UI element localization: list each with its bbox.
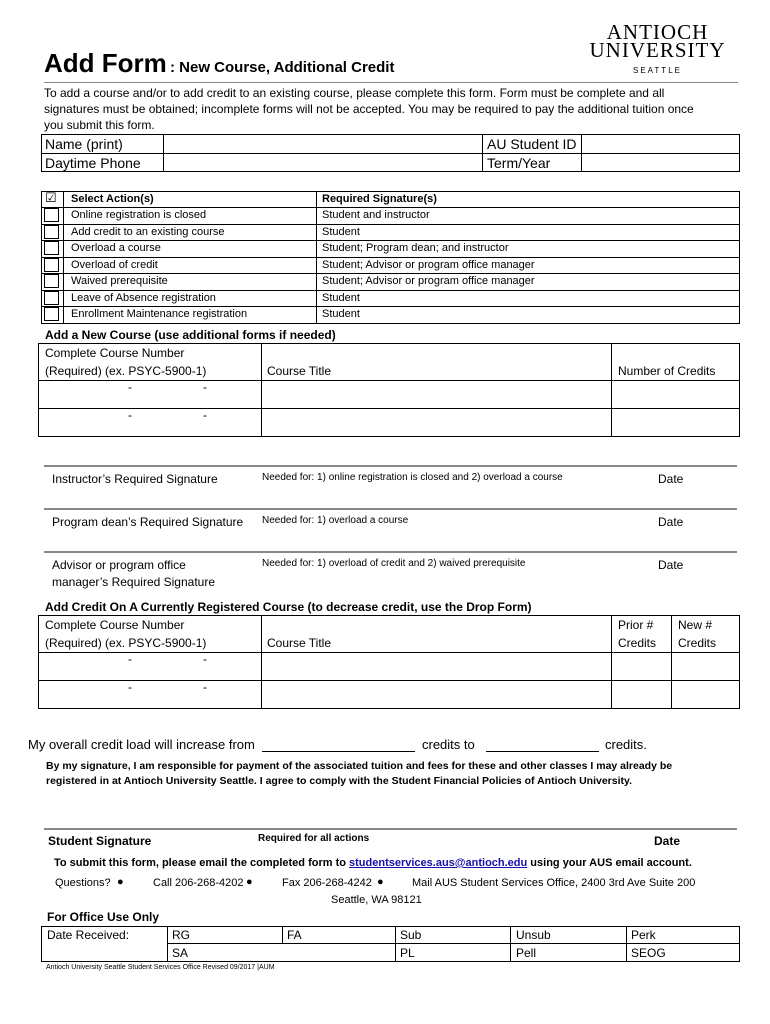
office-perk: Perk [631, 928, 656, 942]
submit-instructions [54, 857, 692, 869]
form-title: Add Form [44, 48, 167, 78]
email-link[interactable]: studentservices.aus@antioch.edu [349, 857, 528, 869]
bullet-icon: ● [377, 876, 384, 888]
action-label: Enrollment Maintenance registration [71, 308, 248, 320]
date-received-label: Date Received: [47, 928, 130, 942]
action-signature: Student and instructor [322, 209, 430, 221]
new-course-credits-input[interactable] [613, 382, 739, 407]
student-date-label: Date [654, 834, 681, 848]
dash: - [128, 652, 132, 666]
credit-course-number-input[interactable] [40, 654, 260, 679]
term-year-field[interactable] [583, 155, 739, 171]
instructor-signature-label: Instructor’s Required Signature [52, 472, 218, 486]
credit-load-text-3: credits. [605, 737, 647, 752]
student-signature-label: Student Signature [48, 834, 152, 848]
credit-course-number-header-1: Complete Course Number [45, 618, 185, 632]
instructor-signature-field[interactable] [244, 468, 644, 504]
action-label: Leave of Absence registration [71, 292, 216, 304]
bullet-icon: ● [117, 876, 124, 888]
bullet-icon: ● [246, 876, 253, 888]
new-credits-header-2: Credits [678, 636, 717, 650]
office-pl: PL [400, 946, 415, 960]
credit-course-title-input[interactable] [263, 682, 610, 708]
credit-course-title-header: Course Title [267, 636, 332, 650]
submit-suffix: using your AUS email account. [527, 857, 692, 869]
dash: - [128, 380, 132, 394]
prior-credits-input[interactable] [613, 682, 670, 708]
action-signature: Student; Program dean; and instructor [322, 242, 509, 254]
action-checkbox[interactable] [44, 258, 59, 272]
new-course-number-header-1: Complete Course Number [45, 346, 185, 360]
office-fa: FA [287, 928, 302, 942]
prior-credits-input[interactable] [613, 654, 670, 679]
questions-label: Questions? [55, 877, 111, 889]
phone-field[interactable] [165, 155, 481, 171]
action-label: Overload a course [71, 242, 161, 254]
dash: - [203, 380, 207, 394]
action-signature: Student [322, 292, 360, 304]
new-course-number-header-2: (Required) (ex. PSYC-5900-1) [45, 364, 207, 378]
action-checkbox[interactable] [44, 291, 59, 305]
header-rule [44, 82, 738, 83]
student-id-field[interactable] [583, 136, 739, 152]
new-course-title-input[interactable] [263, 410, 610, 436]
advisor-signature-label: Advisor or program office [52, 558, 186, 572]
dash: - [203, 680, 207, 694]
new-course-title-input[interactable] [263, 382, 610, 407]
term-year-label: Term/Year [487, 155, 551, 171]
name-field[interactable] [165, 136, 481, 152]
new-credits-input[interactable] [673, 682, 739, 708]
agreement-line-2: registered in at Antioch University Seattle. I agree to comply with the Student Financial Policies of Antioch University. [46, 775, 632, 787]
credit-course-title-input[interactable] [263, 654, 610, 679]
action-checkbox[interactable] [44, 274, 59, 288]
name-label: Name (print) [45, 136, 123, 152]
office-use-heading: For Office Use Only [47, 910, 160, 924]
action-signature: Student [322, 308, 360, 320]
dean-signature-label: Program dean’s Required Signature [52, 515, 244, 529]
action-signature: Student [322, 226, 360, 238]
prior-credits-header-1: Prior # [618, 618, 654, 632]
office-unsub: Unsub [516, 928, 551, 942]
new-course-credits-input[interactable] [613, 410, 739, 436]
new-course-number-input[interactable] [40, 410, 260, 436]
credit-load-text-1: My overall credit load will increase from [28, 737, 255, 752]
student-signature-field[interactable] [160, 810, 640, 828]
agreement-line-1: By my signature, I am responsible for payment of the associated tuition and fees for these and other classes I may already be [46, 760, 673, 772]
action-checkbox[interactable] [44, 225, 59, 239]
col-required-signature: Required Signature(s) [322, 193, 437, 205]
new-course-credits-header: Number of Credits [618, 364, 716, 378]
add-credit-heading: Add Credit On A Currently Registered Course (to decrease credit, use the Drop Form) [45, 600, 532, 614]
footer-revision: Antioch University Seattle Student Services Office Revised 09/2017 |AUM [46, 964, 275, 971]
advisor-date-label: Date [658, 558, 684, 572]
advisor-signature-label-2: manager’s Required Signature [52, 575, 215, 589]
mail-address: Mail AUS Student Services Office, 2400 3rd Ave Suite 200 [412, 877, 696, 889]
dash: - [203, 652, 207, 666]
action-label: Overload of credit [71, 259, 158, 271]
phone-label: Daytime Phone [45, 155, 141, 171]
action-checkbox[interactable] [44, 241, 59, 255]
new-course-number-input[interactable] [40, 382, 260, 407]
action-checkbox[interactable] [44, 307, 59, 321]
form-subtitle: : New Course, Additional Credit [170, 59, 395, 76]
credit-load-text-2: credits to [422, 737, 475, 752]
intro-line-3: you submit this form. [44, 118, 155, 132]
student-signature-required: Required for all actions [258, 833, 370, 844]
new-course-heading: Add a New Course (use additional forms if needed) [45, 328, 336, 342]
credit-course-number-input[interactable] [40, 682, 260, 708]
mail-city: Seattle, WA 98121 [331, 894, 422, 906]
office-rg: RG [172, 928, 190, 942]
dean-signature-field[interactable] [244, 511, 644, 547]
dean-date-label: Date [658, 515, 684, 529]
prior-credits-header-2: Credits [618, 636, 657, 650]
credit-to-field[interactable] [486, 751, 599, 752]
fax-number: Fax 206-268-4242 [282, 877, 372, 889]
student-id-label: AU Student ID [487, 136, 577, 152]
check-header-icon: ☑ [45, 190, 57, 205]
action-label: Waived prerequisite [71, 275, 168, 287]
credit-course-number-header-2: (Required) (ex. PSYC-5900-1) [45, 636, 207, 650]
dash: - [128, 680, 132, 694]
antioch-logo: ANTIOCH UNIVERSITY SEATTLE [589, 20, 726, 75]
instructor-date-label: Date [658, 472, 684, 486]
dash: - [128, 408, 132, 422]
col-select-action: Select Action(s) [71, 193, 154, 205]
advisor-needed-note: Needed for: 1) overload of credit and 2) waived prerequisite [262, 558, 526, 569]
action-label: Add credit to an existing course [71, 226, 225, 238]
advisor-signature-field[interactable] [244, 554, 644, 594]
credit-from-field[interactable] [262, 751, 415, 752]
office-seog: SEOG [631, 946, 666, 960]
dean-needed-note: Needed for: 1) overload a course [262, 515, 409, 526]
intro-line-2: signatures must be obtained; incomplete forms will not be accepted. You may be required to pay the additional tuition once [44, 102, 694, 116]
office-pell: Pell [516, 946, 537, 960]
submit-prefix: To submit this form, please email the completed form to [54, 857, 350, 869]
intro-line-1: To add a course and/or to add credit to an existing course, please complete this form. Form must be complete and all [44, 86, 665, 100]
new-course-title-header: Course Title [267, 364, 332, 378]
office-sub: Sub [400, 928, 422, 942]
dash: - [203, 408, 207, 422]
office-sa: SA [172, 946, 189, 960]
instructor-needed-note: Needed for: 1) online registration is closed and 2) overload a course [262, 472, 563, 483]
phone-number: Call 206-268-4202 [153, 877, 244, 889]
new-credits-input[interactable] [673, 654, 739, 679]
action-checkbox[interactable] [44, 208, 59, 222]
action-signature: Student; Advisor or program office manager [322, 259, 535, 271]
new-credits-header-1: New # [678, 618, 713, 632]
action-signature: Student; Advisor or program office manager [322, 275, 535, 287]
action-label: Online registration is closed [71, 209, 207, 221]
